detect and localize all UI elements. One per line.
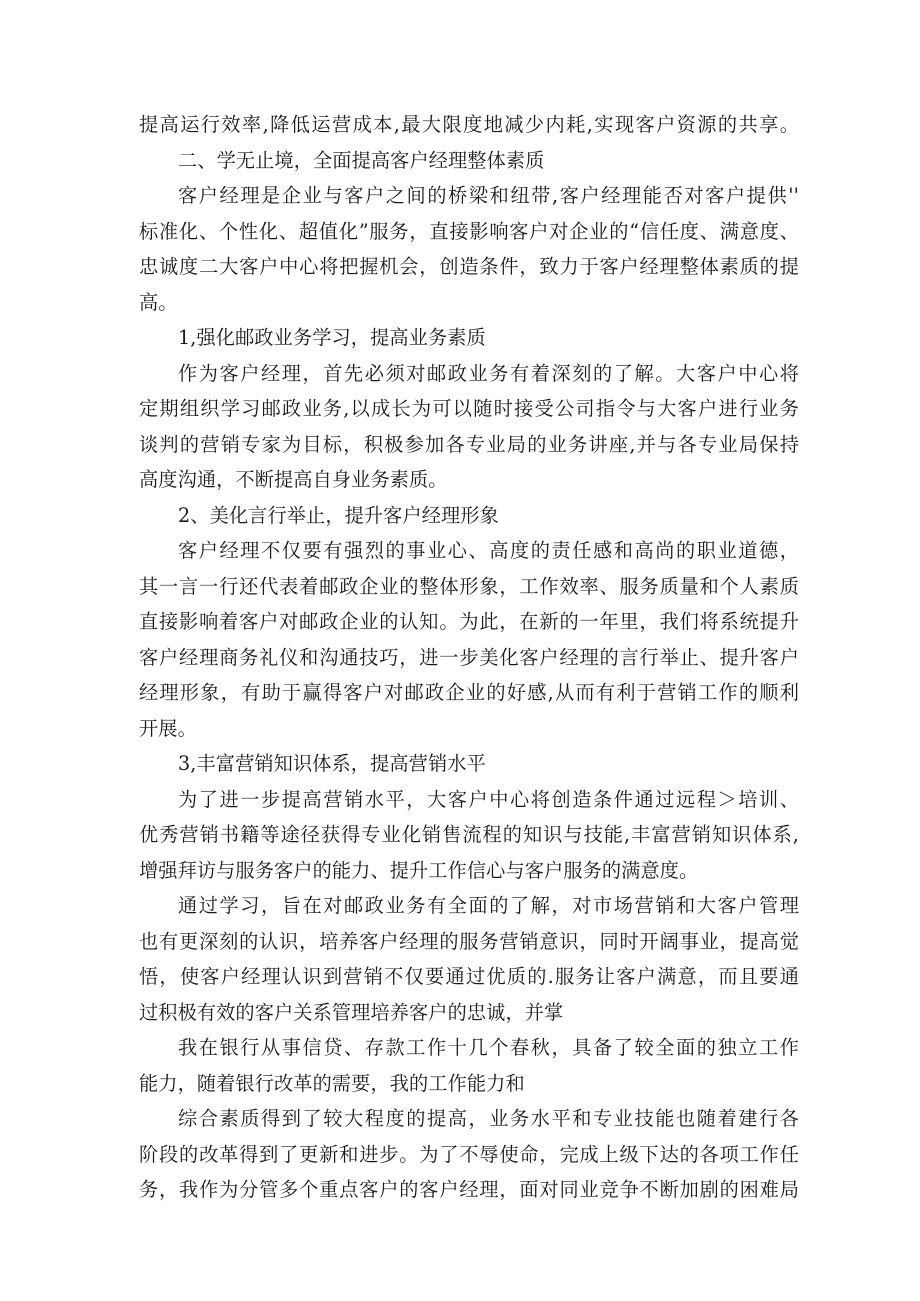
section-heading: 二、学无止境，全面提高客户经理整体素质: [178, 149, 545, 172]
paragraph-line: 为了进一步提高营销水平，大客户中心将创造条件通过远程＞培训、: [178, 788, 799, 811]
paragraph-line: 作为客户经理，首先必须对邮政业务有着深刻的了解。大客户中心将: [178, 362, 799, 385]
paragraph-line: 高。: [139, 291, 178, 314]
paragraph-line: 定期组织学习邮政业务,以成长为可以随时接受公司指令与大客户进行业务: [139, 397, 799, 420]
paragraph-line: 提高运行效率,降低运营成本,最大限度地减少内耗,实现客户资源的共享。: [139, 113, 799, 136]
paragraph-line: 直接影响着客户对邮政企业的认知。为此，在新的一年里，我们将系统提升: [139, 610, 799, 633]
paragraph-line: 增强拜访与服务客户的能力、提升工作信心与客户服务的满意度。: [139, 859, 699, 882]
paragraph-line: 谈判的营销专家为目标，积极参加各专业局的业务讲座,并与各专业局保持: [139, 433, 799, 456]
paragraph-line: 开展。: [139, 717, 197, 740]
paragraph-line: 悟，使客户经理认识到营销不仅要通过优质的.服务让客户满意，而且要通: [139, 965, 799, 988]
paragraph-line: 能力，随着银行改革的需要，我的工作能力和: [139, 1072, 525, 1095]
paragraph-line: 我在银行从事信贷、存款工作十几个春秋，具备了较全面的独立工作: [178, 1036, 799, 1059]
paragraph-line: 忠诚度二大客户中心将把握机会，创造条件，致力于客户经理整体素质的提: [139, 255, 799, 278]
paragraph-line: 也有更深刻的认识，培养客户经理的服务营销意识，同时开阔事业，提高觉: [139, 930, 799, 953]
paragraph-line: 通过学习，旨在对邮政业务有全面的了解，对市场营销和大客户管理: [178, 894, 799, 917]
paragraph-line: 客户经理不仅要有强烈的事业心、高度的责任感和高尚的职业道德，: [178, 539, 799, 562]
paragraph-line: 综合素质得到了较大程度的提高，业务水平和专业技能也随着建行各: [178, 1107, 799, 1130]
paragraph-line: 优秀营销书籍等途径获得专业化销售流程的知识与技能,丰富营销知识体系,: [139, 823, 799, 846]
paragraph-line: 务，我作为分管多个重点客户的客户经理，面对同业竞争不断加剧的困难局: [139, 1178, 799, 1201]
paragraph-line: 客户经理是企业与客户之间的桥梁和纽带,客户经理能否对客户提供'': [178, 184, 799, 207]
paragraph-line: 客户经理商务礼仪和沟通技巧，进一步美化客户经理的言行举止、提升客户: [139, 646, 799, 669]
subsection-heading: 2、美化言行举止，提升客户经理形象: [178, 504, 499, 527]
subsection-heading: 3,丰富营销知识体系，提高营销水平: [178, 752, 486, 775]
subsection-heading: 1,强化邮政业务学习，提高业务素质: [178, 326, 486, 349]
paragraph-line: 高度沟通，不断提高自身业务素质。: [139, 468, 448, 491]
paragraph-line: 标准化、个性化、超值化”服务，直接影响客户对企业的“信任度、满意度、: [139, 220, 799, 243]
paragraph-line: 过积极有效的客户关系管理培养客户的忠诚，并掌: [139, 1001, 564, 1024]
paragraph-line: 经理形象，有助于赢得客户对邮政企业的好感,从而有利于营销工作的顺利: [139, 681, 799, 704]
paragraph-line: 阶段的改革得到了更新和进步。为了不辱使命，完成上级下达的各项工作任: [139, 1143, 799, 1166]
paragraph-line: 其一言一行还代表着邮政企业的整体形象，工作效率、服务质量和个人素质: [139, 575, 799, 598]
